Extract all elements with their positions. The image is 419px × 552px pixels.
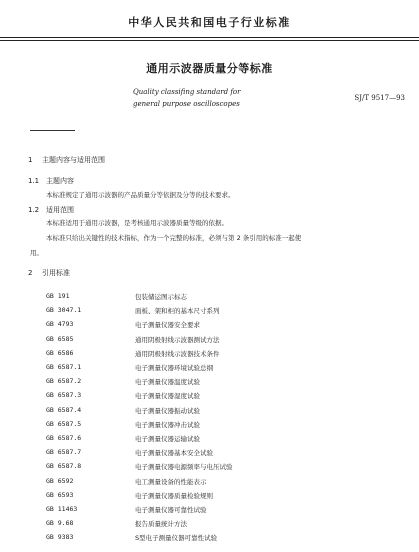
section-divider	[30, 130, 75, 131]
subsection-1-2-heading	[28, 205, 74, 215]
subsection-1-1-heading	[28, 176, 74, 186]
subsection-1-2-text3: 用。	[30, 249, 43, 257]
reference-name: 电子测量仪器温度试验	[135, 378, 200, 387]
reference-code: GB 6585	[46, 334, 74, 343]
english-title-line1: Quality classifing standard for	[133, 88, 241, 96]
english-title-line2: general purpose oscilloscopes	[133, 100, 240, 108]
reference-code: GB 6587.2	[46, 377, 82, 386]
reference-name: 电子测量仪器电源频率与电压试验	[135, 463, 233, 472]
reference-code: GB 11463	[46, 505, 78, 513]
reference-code: GB 9383	[46, 533, 74, 542]
standard-header: 中华人民共和国电子行业标准	[128, 16, 291, 29]
reference-name: 电子测量仪器振动试验	[135, 406, 200, 415]
reference-name: 电子测量仪器基本安全试验	[135, 449, 213, 458]
section-1-heading	[28, 155, 105, 165]
reference-code: GB 6587.4	[46, 405, 82, 414]
reference-name: 电子测量仪器运输试验	[135, 435, 200, 443]
reference-name: 报告质量统计方法	[135, 520, 187, 529]
reference-code: GB 6587.8	[46, 462, 82, 471]
reference-code: GB 6586	[46, 348, 74, 357]
reference-code: GB 4793	[46, 320, 74, 329]
reference-code: GB 6587.1	[46, 363, 82, 371]
reference-name: 电子测量仪器安全要求	[135, 321, 200, 330]
reference-name: 电子测量仪器湿度试验	[135, 392, 200, 401]
reference-code: GB 6587.3	[46, 391, 82, 400]
header-rule-bottom	[0, 40, 419, 41]
reference-name: 通用阴极射线示波器技术条件	[135, 349, 220, 358]
subsection-1-1-text: 本标准规定了通用示波器的产品质量分等依据及分等的技术要求。	[46, 191, 235, 199]
subsection-1-2-title: 适用范围	[46, 206, 74, 214]
reference-code: GB 6587.6	[46, 434, 82, 442]
reference-name: 电子测量仪器冲击试验	[135, 420, 200, 429]
subsection-1-1-title: 主题内容	[46, 177, 74, 185]
section-1-title: 主题内容与适用范围	[42, 156, 105, 164]
subsection-1-2-text1: 本标准适用于通用示波器，是考核通用示波器质量等级的依据。	[46, 219, 228, 227]
subsection-1-2-number: 1.2	[28, 206, 40, 214]
section-1-number: 1	[28, 156, 33, 164]
section-2-number: 2	[28, 269, 33, 277]
header-rule-top	[0, 37, 419, 38]
section-2-title: 引用标准	[42, 269, 70, 277]
reference-code: GB 6593	[46, 490, 74, 499]
reference-name: 电子测量仪器环境试验总纲	[135, 364, 213, 372]
reference-name: S型电子测量仪器可靠性试验	[135, 534, 218, 543]
subsection-1-1-number: 1.1	[28, 177, 40, 185]
reference-code: GB 6587.7	[46, 448, 82, 457]
reference-name: 电子测量仪器质量检验规则	[135, 491, 213, 500]
reference-name: 电子测量仪器可靠性试验	[135, 506, 207, 514]
standard-number: SJ/T 9517—93	[354, 94, 405, 102]
reference-name: 通用阴极射线示波器测试方法	[135, 335, 220, 344]
reference-name: 包装储运图示标志	[135, 293, 187, 301]
reference-name: 电工测量设备的性能表示	[135, 477, 207, 486]
reference-code: GB 3047.1	[46, 306, 82, 315]
reference-name: 面板、架和柜的基本尺寸系列	[135, 307, 220, 316]
reference-code: GB 6592	[46, 476, 74, 485]
document-title: 通用示波器质量分等标准	[146, 62, 273, 75]
reference-code: GB 9.68	[46, 519, 74, 528]
reference-code: GB 191	[46, 292, 70, 300]
section-2-heading	[28, 268, 70, 278]
reference-code: GB 6587.5	[46, 419, 82, 428]
subsection-1-2-text2: 本标准只给出关键性的技术指标，作为一个完整的标准，必须与第 2 条引用的标准一起使	[46, 234, 302, 242]
